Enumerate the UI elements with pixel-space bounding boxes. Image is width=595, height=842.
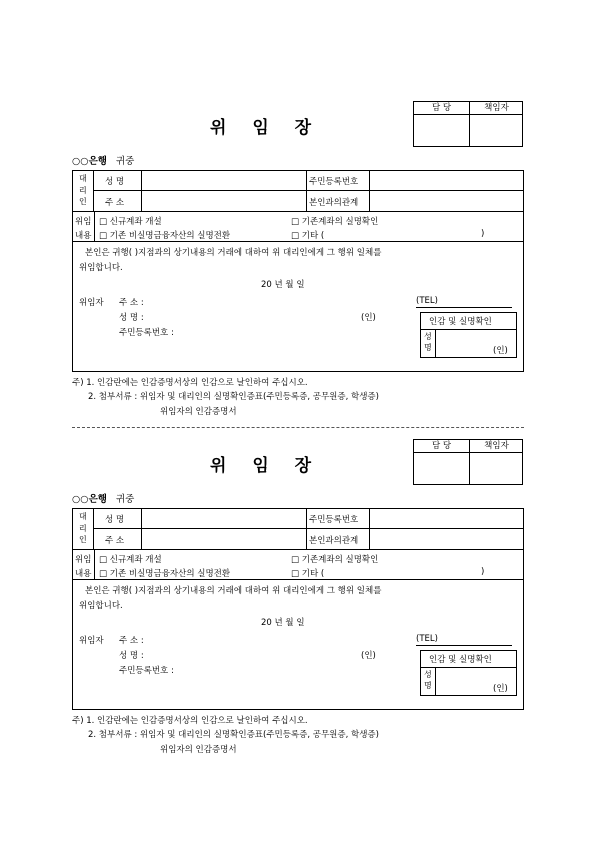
option-other-close: ): [481, 229, 485, 239]
delegation-label-1: 위임: [75, 217, 92, 227]
seal-box-name-label: 성 명: [424, 332, 432, 352]
delegation-form-2: [0, 338, 595, 755]
agent-relation-field[interactable]: [371, 530, 521, 548]
delegation-statement-1: 본인은 귀행( )지점과의 상기내용의 거래에 대하여 위 대리인에게 그 행위 일체를: [85, 586, 382, 596]
delegator-seal-mark: (인): [361, 313, 376, 323]
honorific: 귀중: [115, 156, 135, 167]
delegator-address-label: 주 소 :: [119, 636, 144, 646]
approval-box: [413, 101, 523, 147]
addressee: [72, 491, 134, 505]
delegation-statement-2: 위임합니다.: [79, 263, 123, 273]
form-title: 위 임 장: [210, 118, 322, 138]
option-verify-existing[interactable]: □ 기존계좌의 실명확인: [291, 555, 379, 565]
approval-manager-label: 책임자: [484, 441, 509, 451]
delegator-label: 위임자: [79, 298, 104, 308]
delegator-label: 위임자: [79, 636, 104, 646]
date-line: 20 년 월 일: [261, 280, 305, 290]
seal-box-name-label: 성 명: [424, 670, 432, 690]
agent-name-field[interactable]: [143, 172, 303, 189]
delegation-label-2: 내용: [75, 231, 92, 241]
delegator-id-label: 주민등록번호 :: [119, 666, 174, 676]
option-other[interactable]: □ 기타 (: [291, 569, 325, 579]
delegation-label-2: 내용: [75, 569, 92, 579]
agent-id-field[interactable]: [371, 172, 521, 189]
agent-name-field[interactable]: [143, 510, 303, 527]
delegator-id-label: 주민등록번호 :: [119, 328, 174, 338]
bank-name: ○○은행: [72, 494, 107, 505]
agent-id-label: 주민등록번호: [309, 515, 359, 525]
honorific: 귀중: [115, 494, 135, 505]
note-1: 주) 1. 인감란에는 인감증명서상의 인감으로 날인하여 주십시오.: [72, 378, 308, 388]
note-2: 2. 첨부서류 : 위임자 및 대리인의 실명확인증표(주민등록증, 공무원증, 학생증): [88, 392, 379, 402]
date-line: 20 년 월 일: [261, 618, 305, 628]
delegator-name-label: 성 명 :: [119, 313, 144, 323]
agent-relation-label: 본인과의관계: [309, 536, 359, 546]
delegator-address-label: 주 소 :: [119, 298, 144, 308]
agent-name-label: 성 명: [105, 177, 125, 187]
approval-staff-label: 담 당: [431, 103, 452, 113]
agent-relation-field[interactable]: [371, 192, 521, 210]
agent-side-label: 대 리 인: [79, 512, 87, 544]
addressee: [72, 153, 134, 167]
delegation-form-1: [0, 0, 595, 417]
approval-staff-label: 담 당: [431, 441, 452, 451]
delegation-statement-2: 위임합니다.: [79, 601, 123, 611]
option-convert-asset[interactable]: □ 기존 비실명금융자산의 실명전환: [99, 231, 231, 241]
agent-relation-label: 본인과의관계: [309, 198, 359, 208]
bank-name: ○○은행: [72, 156, 107, 167]
delegator-tel: (TEL): [416, 296, 438, 306]
form-title: 위 임 장: [210, 456, 322, 476]
agent-id-label: 주민등록번호: [309, 177, 359, 187]
agent-address-label: 주 소: [105, 198, 125, 208]
delegator-tel: (TEL): [416, 634, 438, 644]
option-other[interactable]: □ 기타 (: [291, 231, 325, 241]
note-2: 2. 첨부서류 : 위임자 및 대리인의 실명확인증표(주민등록증, 공무원증, 학생증): [88, 730, 379, 740]
option-new-account[interactable]: □ 신규계좌 개설: [99, 217, 162, 227]
note-1: 주) 1. 인감란에는 인감증명서상의 인감으로 날인하여 주십시오.: [72, 716, 308, 726]
agent-side-label: 대 리 인: [79, 174, 87, 206]
note-3: 위임자의 인감증명서: [160, 407, 237, 417]
approval-manager-label: 책임자: [484, 103, 509, 113]
seal-box-title: 인감 및 실명확인: [429, 655, 492, 665]
option-new-account[interactable]: □ 신규계좌 개설: [99, 555, 162, 565]
agent-address-field[interactable]: [143, 192, 303, 210]
delegation-label-1: 위임: [75, 555, 92, 565]
option-verify-existing[interactable]: □ 기존계좌의 실명확인: [291, 217, 379, 227]
agent-address-field[interactable]: [143, 530, 303, 548]
seal-verification-box: [420, 650, 517, 696]
seal-box-title: 인감 및 실명확인: [429, 317, 492, 327]
approval-box: [413, 439, 523, 485]
agent-id-field[interactable]: [371, 510, 521, 527]
seal-box-seal: (인): [493, 346, 508, 356]
agent-name-label: 성 명: [105, 515, 125, 525]
delegator-seal-mark: (인): [361, 651, 376, 661]
seal-box-seal: (인): [493, 684, 508, 694]
note-3: 위임자의 인감증명서: [160, 745, 237, 755]
agent-address-label: 주 소: [105, 536, 125, 546]
delegator-name-label: 성 명 :: [119, 651, 144, 661]
option-other-close: ): [481, 567, 485, 577]
delegation-statement-1: 본인은 귀행( )지점과의 상기내용의 거래에 대하여 위 대리인에게 그 행위 일체를: [85, 248, 382, 258]
option-convert-asset[interactable]: □ 기존 비실명금융자산의 실명전환: [99, 569, 231, 579]
